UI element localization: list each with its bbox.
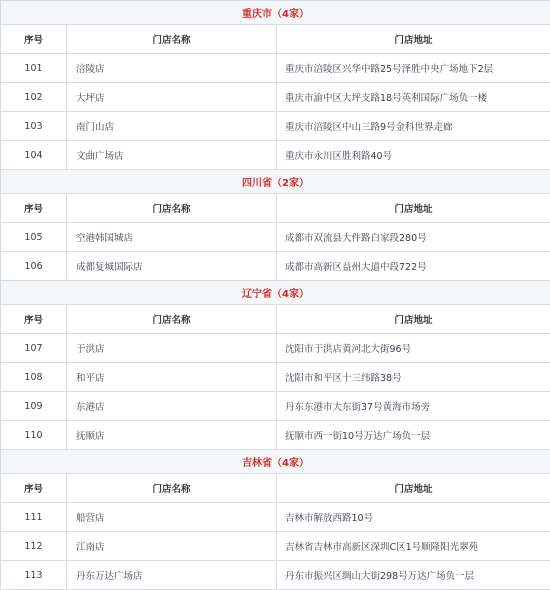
store-number: 113	[1, 561, 67, 590]
region-title: 辽宁省（4家）	[1, 281, 550, 305]
header-number: 序号	[1, 474, 67, 503]
store-number: 106	[1, 252, 67, 281]
store-number: 105	[1, 223, 67, 252]
table-row	[1, 561, 550, 590]
region-title: 吉林省（4家）	[1, 450, 550, 474]
store-name: 成都复城国际店	[67, 252, 277, 281]
store-name: 涪陵店	[67, 54, 277, 83]
header-store-name: 门店名称	[67, 474, 277, 503]
header-number: 序号	[1, 305, 67, 334]
store-number: 103	[1, 112, 67, 141]
region-row	[1, 450, 550, 474]
store-address: 抚顺市西一街10号万达广场负一层	[277, 421, 550, 450]
store-number: 108	[1, 363, 67, 392]
store-name: 大坪店	[67, 83, 277, 112]
store-address: 重庆市涪陵区中山三路9号金科世界走廊	[277, 112, 550, 141]
header-row	[1, 194, 550, 223]
store-number: 104	[1, 141, 67, 170]
store-name: 于洪店	[67, 334, 277, 363]
header-row	[1, 474, 550, 503]
header-row	[1, 305, 550, 334]
store-number: 107	[1, 334, 67, 363]
store-address: 重庆市涪陵区兴华中路25号泽胜中央广场地下2层	[277, 54, 550, 83]
store-name: 丹东万达广场店	[67, 561, 277, 590]
header-number: 序号	[1, 194, 67, 223]
table-row	[1, 392, 550, 421]
store-address: 成都市双流县大件路白家段280号	[277, 223, 550, 252]
table-row	[1, 54, 550, 83]
table-row	[1, 112, 550, 141]
header-row	[1, 25, 550, 54]
region-title: 四川省（2家）	[1, 170, 550, 194]
region-row	[1, 1, 550, 25]
store-address: 沈阳市和平区十三纬路38号	[277, 363, 550, 392]
table-row	[1, 252, 550, 281]
header-store-name: 门店名称	[67, 25, 277, 54]
store-name: 船营店	[67, 503, 277, 532]
store-number: 109	[1, 392, 67, 421]
header-store-address: 门店地址	[277, 305, 550, 334]
table-row	[1, 334, 550, 363]
store-address: 成都市高新区益州大道中段722号	[277, 252, 550, 281]
region-title: 重庆市（4家）	[1, 1, 550, 25]
store-name: 南门山店	[67, 112, 277, 141]
store-name: 文曲广场店	[67, 141, 277, 170]
table-row	[1, 532, 550, 561]
header-number: 序号	[1, 25, 67, 54]
table-row	[1, 363, 550, 392]
store-address: 重庆市永川区胜利路40号	[277, 141, 550, 170]
table-row	[1, 141, 550, 170]
store-address: 重庆市渝中区大坪支路18号英利国际广场负一楼	[277, 83, 550, 112]
table-row	[1, 223, 550, 252]
store-address: 丹东市振兴区绸山大街298号万达广场负一层	[277, 561, 550, 590]
store-name: 东港店	[67, 392, 277, 421]
store-address: 沈阳市于洪店黄河北大街96号	[277, 334, 550, 363]
table-row	[1, 503, 550, 532]
region-row	[1, 170, 550, 194]
header-store-name: 门店名称	[67, 305, 277, 334]
store-number: 112	[1, 532, 67, 561]
store-address: 吉林省吉林市高新区深圳C区1号顺隆阳光翠苑	[277, 532, 550, 561]
header-store-address: 门店地址	[277, 25, 550, 54]
header-store-address: 门店地址	[277, 474, 550, 503]
header-store-name: 门店名称	[67, 194, 277, 223]
store-address: 吉林市解放西路10号	[277, 503, 550, 532]
store-number: 111	[1, 503, 67, 532]
store-address: 丹东东港市大东街37号黄海市场旁	[277, 392, 550, 421]
store-name: 空港韩国城店	[67, 223, 277, 252]
region-row	[1, 281, 550, 305]
store-number: 101	[1, 54, 67, 83]
header-store-address: 门店地址	[277, 194, 550, 223]
store-number: 110	[1, 421, 67, 450]
table-row	[1, 421, 550, 450]
table-row	[1, 83, 550, 112]
store-number: 102	[1, 83, 67, 112]
store-name: 和平店	[67, 363, 277, 392]
store-name: 江南店	[67, 532, 277, 561]
store-name: 抚顺店	[67, 421, 277, 450]
